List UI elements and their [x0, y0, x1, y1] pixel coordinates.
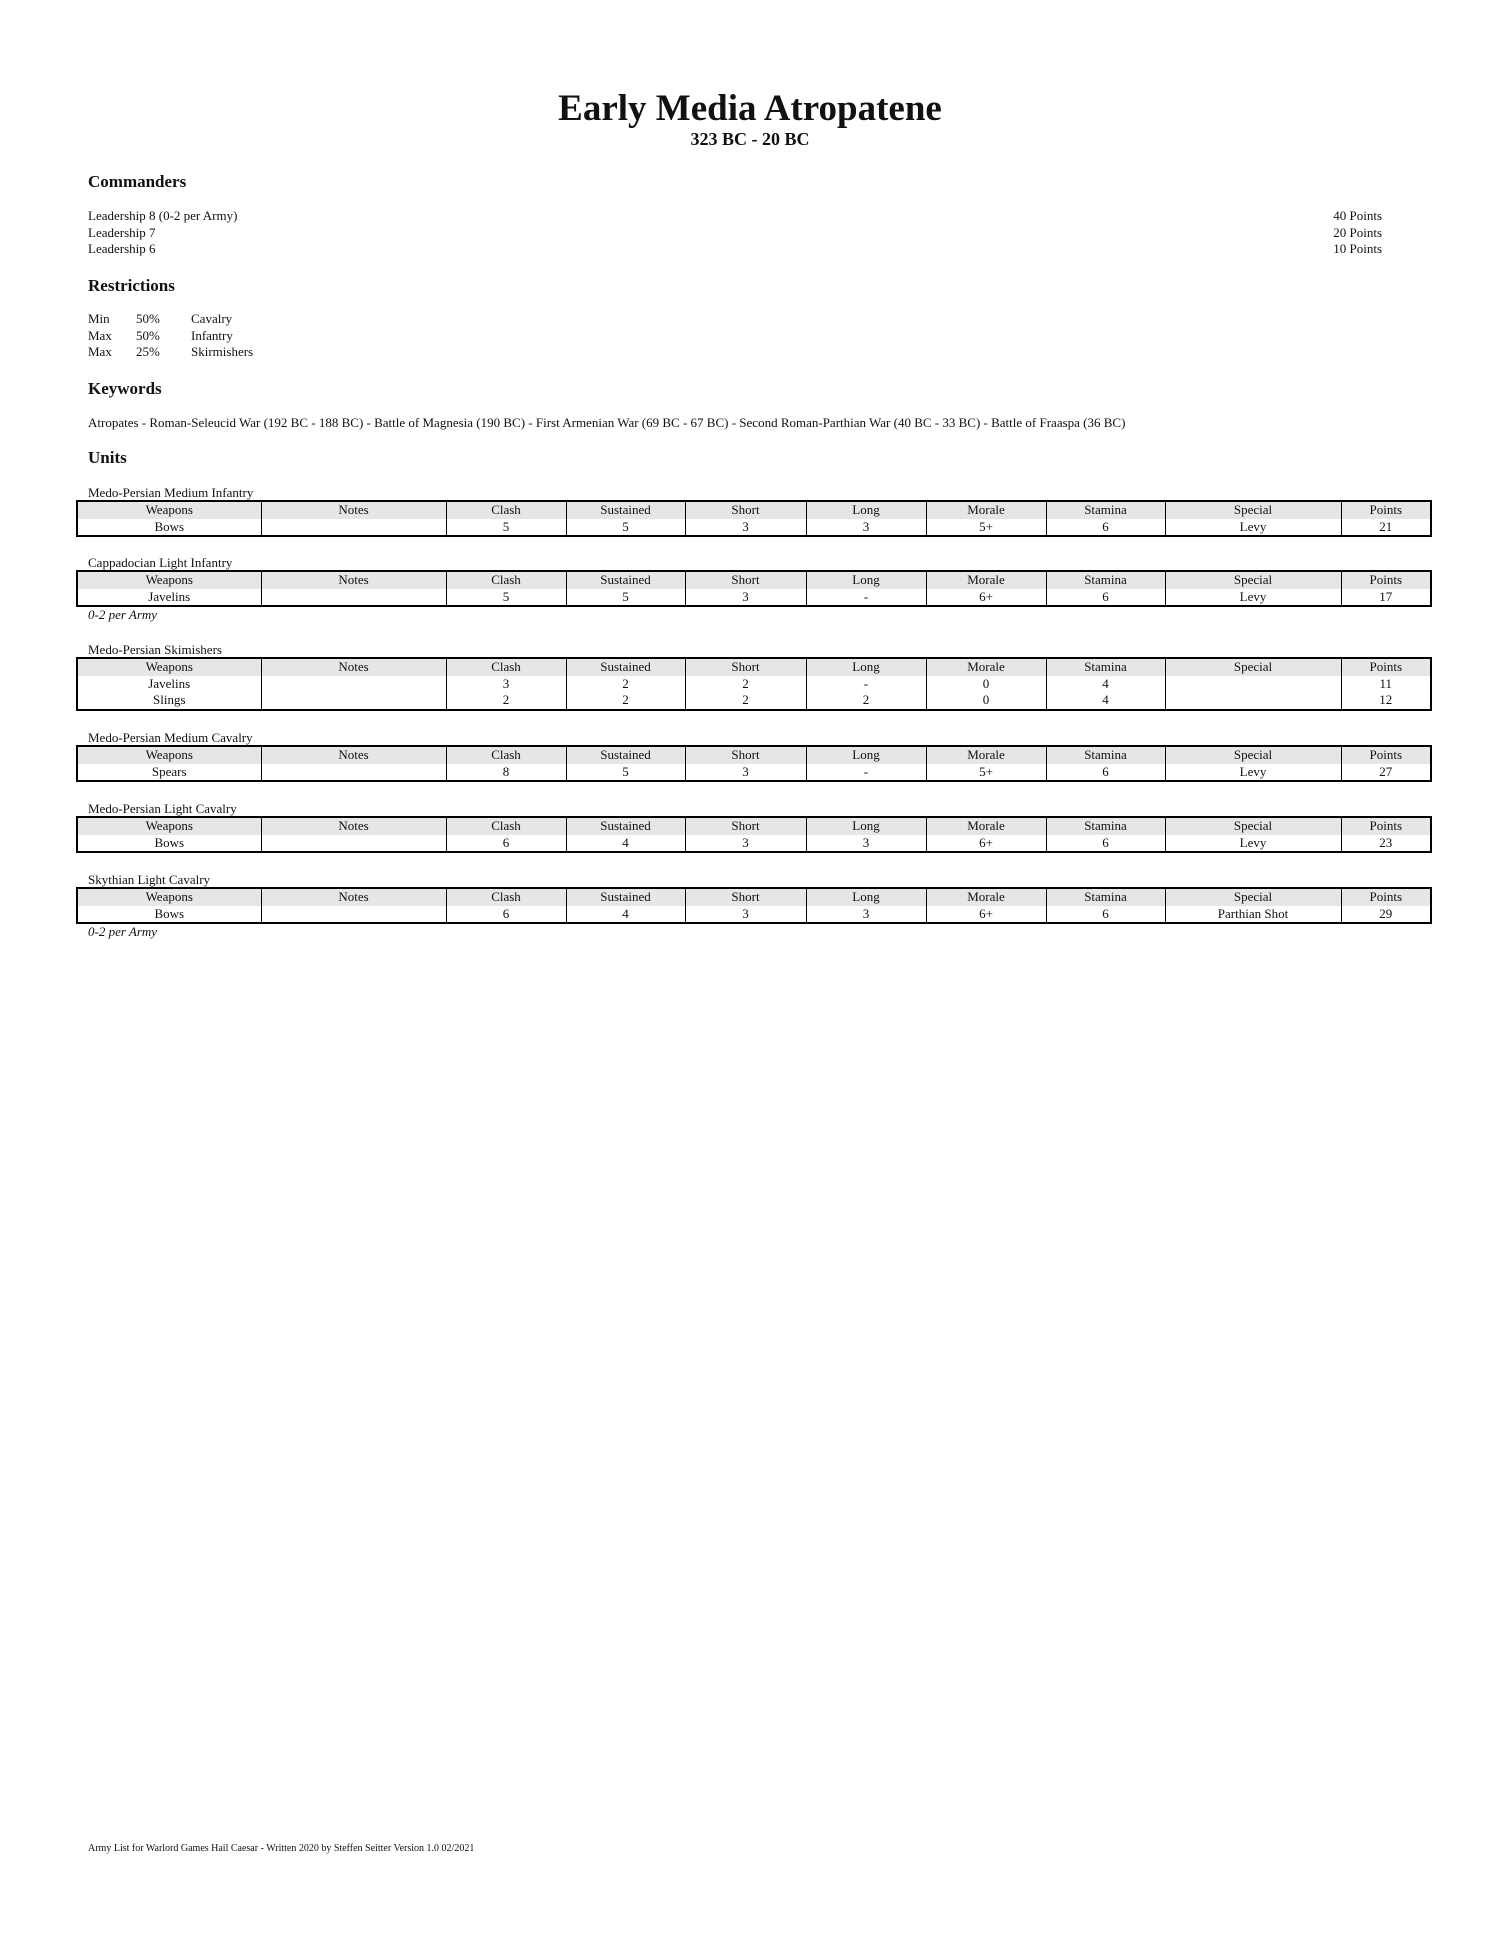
table-header-row — [77, 658, 1431, 676]
commander-points: 10 Points — [1333, 241, 1382, 256]
table-cell: 3 — [806, 906, 926, 924]
column-header: Short — [685, 658, 806, 676]
unit-note: 0-2 per Army — [88, 924, 158, 939]
table-cell: 2 — [685, 692, 806, 710]
unit-name: Medo-Persian Medium Cavalry — [88, 730, 253, 745]
table-cell: 5 — [566, 764, 685, 782]
column-header: Clash — [446, 888, 566, 906]
table-row — [77, 764, 1431, 782]
table-cell: 6+ — [926, 835, 1046, 853]
restriction-category: Infantry — [191, 327, 233, 343]
table-cell: 6 — [446, 906, 566, 924]
unit-name: Medo-Persian Light Cavalry — [88, 801, 237, 816]
column-header: Weapons — [77, 501, 261, 519]
column-header: Morale — [926, 746, 1046, 764]
units-heading: Units — [88, 448, 127, 467]
column-header: Stamina — [1046, 658, 1165, 676]
unit-stats-table — [76, 570, 1432, 607]
column-header: Long — [806, 501, 926, 519]
table-cell: 17 — [1341, 589, 1431, 607]
column-header: Sustained — [566, 888, 685, 906]
table-cell: 2 — [566, 676, 685, 693]
table-cell: Spears — [77, 764, 261, 782]
column-header: Short — [685, 571, 806, 589]
commander-row — [88, 241, 1382, 258]
unit-stats-table — [76, 887, 1432, 924]
table-cell: Levy — [1165, 764, 1341, 782]
unit-name: Medo-Persian Skimishers — [88, 642, 222, 657]
column-header: Points — [1341, 571, 1431, 589]
column-header: Special — [1165, 658, 1341, 676]
table-cell: 29 — [1341, 906, 1431, 924]
table-cell: 6+ — [926, 906, 1046, 924]
table-cell: 6 — [1046, 519, 1165, 537]
table-cell: 4 — [1046, 676, 1165, 693]
column-header: Points — [1341, 658, 1431, 676]
column-header: Sustained — [566, 817, 685, 835]
column-header: Special — [1165, 888, 1341, 906]
column-header: Notes — [261, 658, 446, 676]
table-row — [77, 519, 1431, 537]
column-header: Short — [685, 817, 806, 835]
unit-stats-table — [76, 657, 1432, 711]
commander-points: 20 Points — [1333, 224, 1382, 240]
restriction-pct: 50% — [136, 311, 160, 326]
column-header: Morale — [926, 571, 1046, 589]
table-cell: 4 — [1046, 692, 1165, 710]
column-header: Morale — [926, 501, 1046, 519]
unit-name: Cappadocian Light Infantry — [88, 555, 233, 570]
table-cell: 6 — [1046, 835, 1165, 853]
table-cell: 4 — [566, 835, 685, 853]
table-cell: 5 — [446, 589, 566, 607]
column-header: Short — [685, 888, 806, 906]
table-cell: 6 — [1046, 589, 1165, 607]
page-title: Early Media Atropatene — [558, 88, 942, 129]
restriction-row — [88, 328, 233, 345]
column-header: Special — [1165, 746, 1341, 764]
keywords-text: Atropates - Roman-Seleucid War (192 BC - 188 BC) - Battle of Magnesia (190 BC) - First Armenian War (69 BC - 67 BC) - Second Roman-Parthian War (40 BC - 33 BC) - Battle of Fraaspa (36 BC) — [88, 415, 1126, 430]
column-header: Special — [1165, 501, 1341, 519]
restriction-row — [88, 344, 253, 361]
table-cell: 27 — [1341, 764, 1431, 782]
column-header: Clash — [446, 746, 566, 764]
commander-row — [88, 225, 1382, 242]
table-cell: 12 — [1341, 692, 1431, 710]
column-header: Long — [806, 658, 926, 676]
table-cell: 6 — [1046, 764, 1165, 782]
table-cell: 3 — [685, 835, 806, 853]
commander-label: Leadership 6 — [88, 241, 156, 256]
commander-label: Leadership 7 — [88, 224, 156, 240]
restriction-row — [88, 311, 232, 328]
table-cell: 5 — [566, 519, 685, 537]
unit-note: 0-2 per Army — [88, 607, 158, 622]
keywords-heading: Keywords — [88, 379, 162, 398]
table-header-row — [77, 888, 1431, 906]
table-cell: 5 — [566, 589, 685, 607]
table-cell: - — [806, 676, 926, 693]
column-header: Notes — [261, 571, 446, 589]
column-header: Points — [1341, 746, 1431, 764]
table-cell: 2 — [806, 692, 926, 710]
commander-label: Leadership 8 (0-2 per Army) — [88, 208, 238, 223]
table-cell: 8 — [446, 764, 566, 782]
column-header: Sustained — [566, 501, 685, 519]
table-cell: 6+ — [926, 589, 1046, 607]
column-header: Weapons — [77, 571, 261, 589]
column-header: Points — [1341, 888, 1431, 906]
table-cell: Levy — [1165, 835, 1341, 853]
table-row — [77, 906, 1431, 924]
column-header: Morale — [926, 658, 1046, 676]
column-header: Long — [806, 571, 926, 589]
table-cell — [261, 764, 446, 782]
column-header: Clash — [446, 658, 566, 676]
table-cell: 2 — [446, 692, 566, 710]
unit-stats-table — [76, 500, 1432, 537]
table-row — [77, 589, 1431, 607]
table-cell: - — [806, 589, 926, 607]
table-cell: 6 — [1046, 906, 1165, 924]
table-cell: 3 — [685, 906, 806, 924]
table-cell — [261, 589, 446, 607]
table-cell: Javelins — [77, 676, 261, 693]
unit-name: Medo-Persian Medium Infantry — [88, 485, 254, 500]
column-header: Points — [1341, 501, 1431, 519]
restriction-pct: 50% — [136, 327, 160, 343]
restriction-type: Max — [88, 327, 112, 343]
unit-stats-table — [76, 816, 1432, 853]
column-header: Long — [806, 746, 926, 764]
column-header: Special — [1165, 817, 1341, 835]
column-header: Weapons — [77, 817, 261, 835]
table-row — [77, 692, 1431, 710]
table-cell: Bows — [77, 906, 261, 924]
footer: Army List for Warlord Games Hail Caesar - Written 2020 by Steffen Seitter Version 1.0 02/2021 — [88, 1843, 475, 1854]
table-header-row — [77, 571, 1431, 589]
table-cell: - — [806, 764, 926, 782]
table-cell: Levy — [1165, 589, 1341, 607]
restriction-pct: 25% — [136, 344, 160, 359]
restriction-type: Max — [88, 344, 112, 359]
column-header: Sustained — [566, 658, 685, 676]
column-header: Stamina — [1046, 817, 1165, 835]
table-cell: 0 — [926, 676, 1046, 693]
restriction-type: Min — [88, 311, 110, 326]
table-cell: Parthian Shot — [1165, 906, 1341, 924]
table-cell — [261, 835, 446, 853]
unit-name: Skythian Light Cavalry — [88, 872, 211, 887]
column-header: Clash — [446, 817, 566, 835]
column-header: Points — [1341, 817, 1431, 835]
column-header: Weapons — [77, 888, 261, 906]
column-header: Sustained — [566, 746, 685, 764]
table-cell: Slings — [77, 692, 261, 710]
table-cell — [1165, 676, 1341, 693]
restriction-category: Skirmishers — [191, 344, 254, 359]
table-cell: 11 — [1341, 676, 1431, 693]
column-header: Weapons — [77, 658, 261, 676]
column-header: Notes — [261, 501, 446, 519]
table-header-row — [77, 817, 1431, 835]
table-cell — [261, 676, 446, 693]
column-header: Stamina — [1046, 888, 1165, 906]
page-subtitle: 323 BC - 20 BC — [690, 129, 810, 149]
column-header: Long — [806, 817, 926, 835]
column-header: Sustained — [566, 571, 685, 589]
table-cell: 3 — [685, 519, 806, 537]
table-cell: 3 — [806, 519, 926, 537]
column-header: Weapons — [77, 746, 261, 764]
table-cell — [261, 692, 446, 710]
column-header: Clash — [446, 501, 566, 519]
column-header: Notes — [261, 746, 446, 764]
table-cell: 23 — [1341, 835, 1431, 853]
table-cell: 0 — [926, 692, 1046, 710]
table-cell: 3 — [446, 676, 566, 693]
column-header: Long — [806, 888, 926, 906]
table-cell: 5+ — [926, 764, 1046, 782]
table-cell: 4 — [566, 906, 685, 924]
table-header-row — [77, 501, 1431, 519]
table-cell: 5+ — [926, 519, 1046, 537]
column-header: Short — [685, 501, 806, 519]
unit-stats-table — [76, 745, 1432, 782]
commander-points: 40 Points — [1333, 208, 1382, 223]
column-header: Stamina — [1046, 746, 1165, 764]
commander-row — [88, 208, 1382, 225]
table-cell — [261, 519, 446, 537]
column-header: Morale — [926, 817, 1046, 835]
table-cell: Bows — [77, 519, 261, 537]
table-cell: 21 — [1341, 519, 1431, 537]
column-header: Notes — [261, 817, 446, 835]
commanders-heading: Commanders — [88, 172, 187, 191]
table-header-row — [77, 746, 1431, 764]
table-row — [77, 835, 1431, 853]
table-cell: Javelins — [77, 589, 261, 607]
table-cell: Bows — [77, 835, 261, 853]
column-header: Stamina — [1046, 571, 1165, 589]
table-row — [77, 676, 1431, 693]
column-header: Short — [685, 746, 806, 764]
table-cell: 3 — [806, 835, 926, 853]
table-cell — [261, 906, 446, 924]
table-cell: Levy — [1165, 519, 1341, 537]
restrictions-heading: Restrictions — [88, 276, 175, 295]
table-cell: 5 — [446, 519, 566, 537]
column-header: Clash — [446, 571, 566, 589]
column-header: Special — [1165, 571, 1341, 589]
column-header: Stamina — [1046, 501, 1165, 519]
table-cell: 2 — [566, 692, 685, 710]
restriction-category: Cavalry — [191, 311, 233, 326]
table-cell: 2 — [685, 676, 806, 693]
column-header: Morale — [926, 888, 1046, 906]
column-header: Notes — [261, 888, 446, 906]
table-cell — [1165, 692, 1341, 710]
table-cell: 3 — [685, 764, 806, 782]
table-cell: 3 — [685, 589, 806, 607]
table-cell: 6 — [446, 835, 566, 853]
